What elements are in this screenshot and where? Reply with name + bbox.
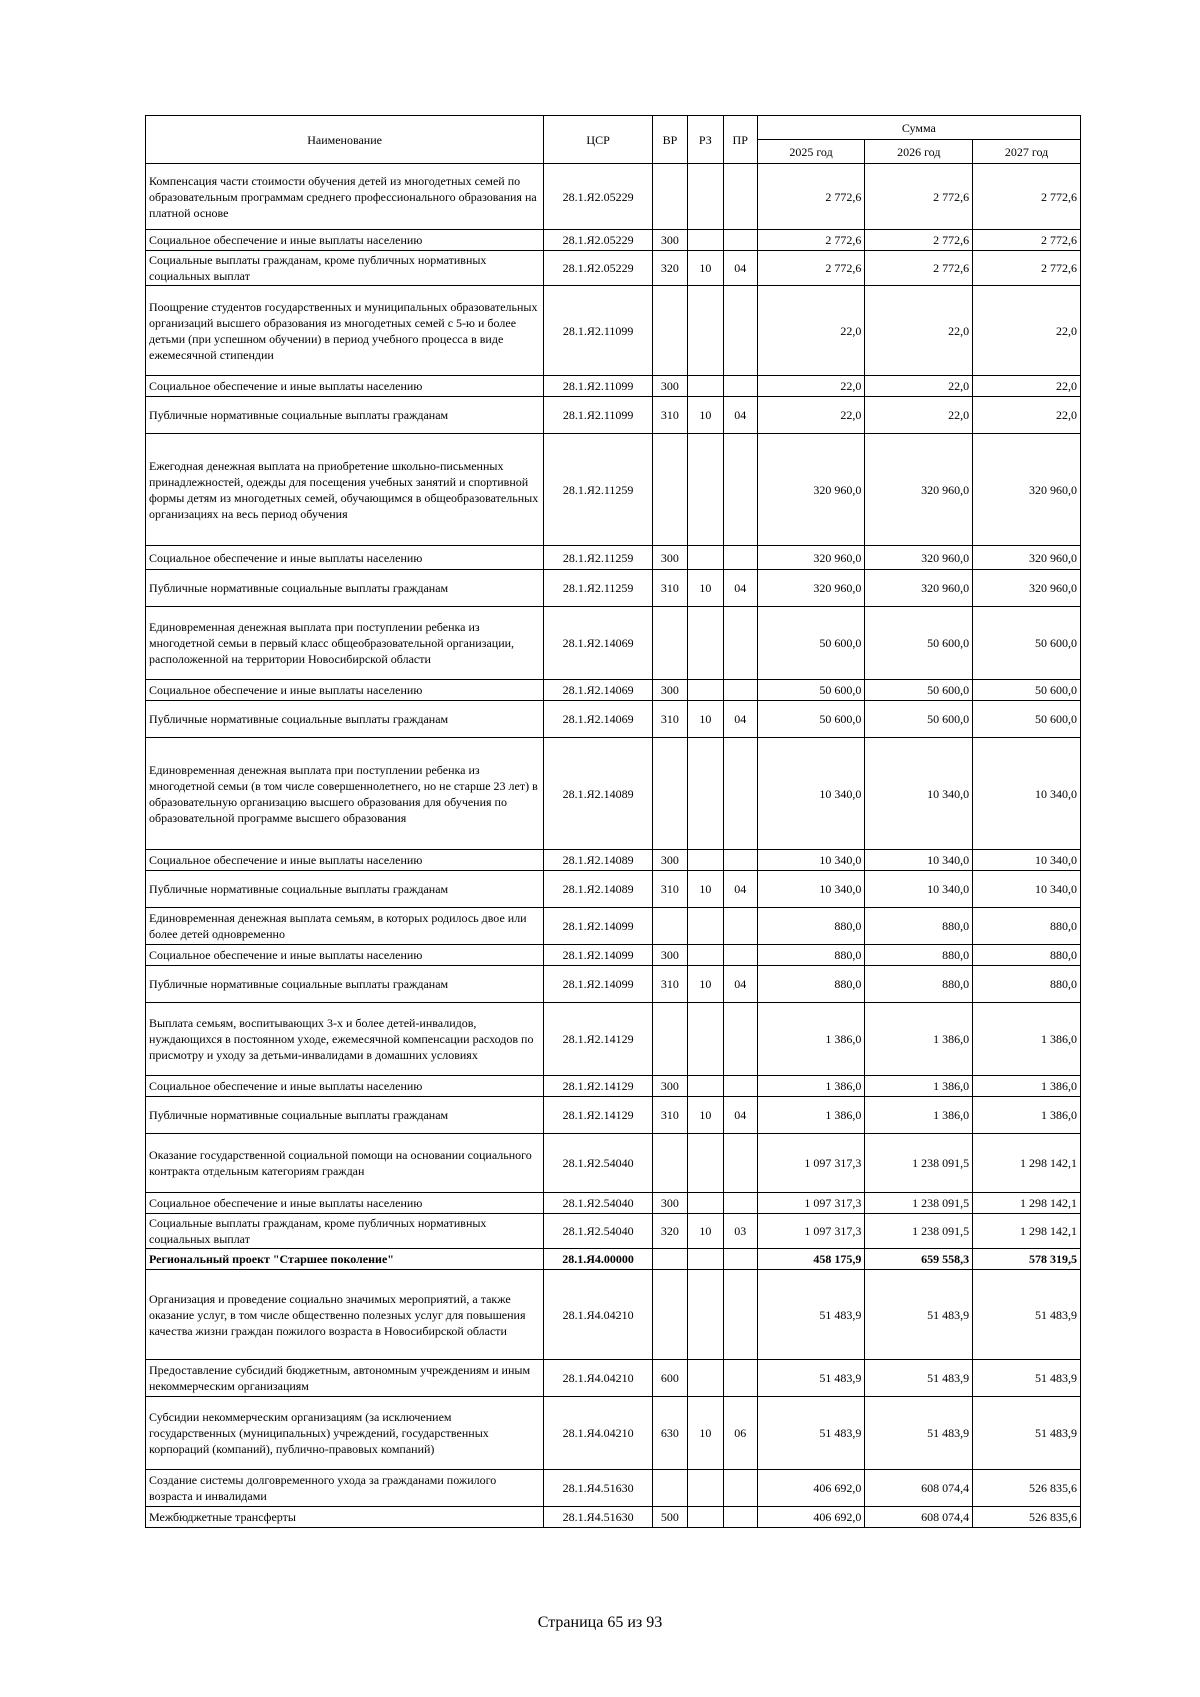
cell-2027: 526 835,6: [973, 1470, 1081, 1507]
cell-pr: [723, 1076, 757, 1097]
header-year-2025: 2025 год: [757, 140, 865, 164]
cell-2027: 50 600,0: [973, 680, 1081, 701]
header-name: Наименование: [146, 116, 544, 164]
cell-2027: 1 386,0: [973, 1003, 1081, 1076]
cell-rz: [687, 908, 723, 945]
table-row: [146, 908, 1081, 945]
cell-rz: [687, 376, 723, 397]
cell-2026: 2 772,6: [865, 164, 973, 230]
header-csr: ЦСР: [544, 116, 653, 164]
page-number: Страница 65 из 93: [537, 1614, 663, 1631]
table-row: [146, 434, 1081, 546]
cell-vr: 310: [652, 570, 687, 607]
cell-pr: [723, 1507, 757, 1528]
cell-name: Публичные нормативные социальные выплаты гражданам: [146, 701, 544, 738]
cell-rz: 10: [687, 1214, 723, 1249]
cell-csr: 28.1.Я2.05229: [544, 164, 653, 230]
table-row: [146, 680, 1081, 701]
cell-rz: 10: [687, 251, 723, 286]
cell-csr: 28.1.Я2.14129: [544, 1076, 653, 1097]
cell-name: Социальное обеспечение и иные выплаты населению: [146, 945, 544, 966]
cell-2027: 1 298 142,1: [973, 1214, 1081, 1249]
cell-csr: 28.1.Я2.11259: [544, 434, 653, 546]
table-row: [146, 546, 1081, 570]
cell-2025: 1 097 317,3: [757, 1134, 865, 1193]
cell-name: Социальное обеспечение и иные выплаты населению: [146, 680, 544, 701]
table-row: [146, 164, 1081, 230]
cell-rz: [687, 850, 723, 871]
cell-2025: 10 340,0: [757, 871, 865, 908]
cell-pr: 04: [723, 397, 757, 434]
cell-pr: [723, 680, 757, 701]
cell-name: Публичные нормативные социальные выплаты гражданам: [146, 966, 544, 1003]
cell-2025: 50 600,0: [757, 701, 865, 738]
cell-2026: 51 483,9: [865, 1397, 973, 1470]
cell-pr: 03: [723, 1214, 757, 1249]
cell-name: Социальное обеспечение и иные выплаты населению: [146, 1076, 544, 1097]
cell-csr: 28.1.Я4.04210: [544, 1270, 653, 1360]
cell-rz: [687, 1360, 723, 1397]
cell-2027: 10 340,0: [973, 850, 1081, 871]
cell-2027: 2 772,6: [973, 230, 1081, 251]
cell-name: Социальные выплаты гражданам, кроме публичных нормативных социальных выплат: [146, 1214, 544, 1249]
cell-rz: 10: [687, 1097, 723, 1134]
table-row: [146, 1249, 1081, 1270]
cell-csr: 28.1.Я2.14089: [544, 738, 653, 850]
table-row: [146, 1507, 1081, 1528]
cell-2027: 880,0: [973, 945, 1081, 966]
table-row: [146, 376, 1081, 397]
cell-2026: 659 558,3: [865, 1249, 973, 1270]
cell-2025: 406 692,0: [757, 1470, 865, 1507]
cell-vr: 630: [652, 1397, 687, 1470]
cell-2025: 51 483,9: [757, 1360, 865, 1397]
cell-rz: [687, 286, 723, 376]
cell-pr: [723, 945, 757, 966]
cell-vr: [652, 738, 687, 850]
cell-csr: 28.1.Я2.05229: [544, 230, 653, 251]
cell-pr: [723, 850, 757, 871]
cell-2025: 22,0: [757, 286, 865, 376]
cell-2026: 51 483,9: [865, 1360, 973, 1397]
cell-rz: 10: [687, 701, 723, 738]
cell-vr: 310: [652, 397, 687, 434]
cell-2026: 2 772,6: [865, 230, 973, 251]
cell-vr: 310: [652, 871, 687, 908]
cell-name: Публичные нормативные социальные выплаты гражданам: [146, 871, 544, 908]
cell-2027: 10 340,0: [973, 871, 1081, 908]
cell-pr: 04: [723, 871, 757, 908]
table-row: [146, 251, 1081, 286]
cell-pr: [723, 1249, 757, 1270]
cell-name: Региональный проект "Старшее поколение": [146, 1249, 544, 1270]
header-rz: РЗ: [687, 116, 723, 164]
cell-vr: 300: [652, 376, 687, 397]
cell-2027: 22,0: [973, 397, 1081, 434]
cell-csr: 28.1.Я4.51630: [544, 1507, 653, 1528]
cell-2025: 880,0: [757, 945, 865, 966]
cell-2025: 880,0: [757, 966, 865, 1003]
cell-rz: [687, 1507, 723, 1528]
cell-rz: [687, 1193, 723, 1214]
cell-vr: [652, 1249, 687, 1270]
cell-2026: 880,0: [865, 966, 973, 1003]
cell-name: Оказание государственной социальной помощи на основании социального контракта отдельным категориям граждан: [146, 1134, 544, 1193]
cell-csr: 28.1.Я2.14089: [544, 871, 653, 908]
cell-rz: 10: [687, 966, 723, 1003]
cell-vr: 300: [652, 546, 687, 570]
cell-pr: [723, 164, 757, 230]
cell-vr: [652, 1003, 687, 1076]
budget-table: [145, 115, 1081, 1528]
cell-rz: [687, 1249, 723, 1270]
cell-2025: 2 772,6: [757, 164, 865, 230]
cell-2025: 1 386,0: [757, 1003, 865, 1076]
cell-2025: 320 960,0: [757, 434, 865, 546]
table-row: [146, 945, 1081, 966]
cell-2027: 1 386,0: [973, 1097, 1081, 1134]
cell-2027: 50 600,0: [973, 701, 1081, 738]
cell-vr: [652, 164, 687, 230]
cell-pr: 04: [723, 1097, 757, 1134]
cell-csr: 28.1.Я2.11099: [544, 376, 653, 397]
cell-rz: 10: [687, 397, 723, 434]
cell-name: Выплата семьям, воспитывающих 3-х и более детей-инвалидов, нуждающихся в постоянном уходе, ежемесячной компенсации расходов по присмотру и уходу за детьми-инвалидами в домашних условиях: [146, 1003, 544, 1076]
cell-2026: 22,0: [865, 397, 973, 434]
cell-pr: [723, 1134, 757, 1193]
cell-2025: 880,0: [757, 908, 865, 945]
cell-2026: 50 600,0: [865, 607, 973, 680]
cell-pr: [723, 607, 757, 680]
cell-csr: 28.1.Я2.11259: [544, 570, 653, 607]
header-year-2027: 2027 год: [973, 140, 1081, 164]
cell-2026: 10 340,0: [865, 871, 973, 908]
cell-pr: [723, 286, 757, 376]
cell-2026: 608 074,4: [865, 1507, 973, 1528]
cell-2027: 320 960,0: [973, 434, 1081, 546]
cell-name: Межбюджетные трансферты: [146, 1507, 544, 1528]
cell-pr: 04: [723, 251, 757, 286]
cell-pr: [723, 230, 757, 251]
cell-vr: 320: [652, 1214, 687, 1249]
cell-2026: 10 340,0: [865, 850, 973, 871]
cell-name: Единовременная денежная выплата при поступлении ребенка из многодетной семьи в первый класс общеобразовательной организации, расположенной на территории Новосибирской области: [146, 607, 544, 680]
cell-csr: 28.1.Я2.14099: [544, 945, 653, 966]
cell-2027: 1 298 142,1: [973, 1193, 1081, 1214]
cell-rz: 10: [687, 871, 723, 908]
table-row: [146, 1360, 1081, 1397]
table-row: [146, 1097, 1081, 1134]
cell-vr: [652, 434, 687, 546]
table-row: [146, 850, 1081, 871]
cell-rz: [687, 607, 723, 680]
cell-vr: 300: [652, 945, 687, 966]
cell-2027: 10 340,0: [973, 738, 1081, 850]
cell-rz: [687, 1076, 723, 1097]
cell-2027: 880,0: [973, 966, 1081, 1003]
table-row: [146, 397, 1081, 434]
table-row: [146, 1470, 1081, 1507]
table-row: [146, 738, 1081, 850]
table-row: [146, 1397, 1081, 1470]
cell-pr: [723, 376, 757, 397]
cell-rz: [687, 1134, 723, 1193]
cell-rz: [687, 680, 723, 701]
cell-2026: 1 386,0: [865, 1097, 973, 1134]
cell-csr: 28.1.Я2.54040: [544, 1193, 653, 1214]
cell-2027: 2 772,6: [973, 164, 1081, 230]
cell-2025: 1 386,0: [757, 1076, 865, 1097]
cell-rz: [687, 1270, 723, 1360]
cell-2027: 526 835,6: [973, 1507, 1081, 1528]
cell-csr: 28.1.Я2.14069: [544, 607, 653, 680]
cell-rz: [687, 1003, 723, 1076]
cell-2026: 50 600,0: [865, 680, 973, 701]
cell-2026: 2 772,6: [865, 251, 973, 286]
cell-2026: 50 600,0: [865, 701, 973, 738]
cell-pr: [723, 1270, 757, 1360]
cell-2026: 10 340,0: [865, 738, 973, 850]
cell-rz: [687, 164, 723, 230]
cell-name: Единовременная денежная выплата семьям, в которых родилось двое или более детей одновременно: [146, 908, 544, 945]
cell-csr: 28.1.Я2.14099: [544, 966, 653, 1003]
cell-vr: [652, 1470, 687, 1507]
cell-2026: 1 238 091,5: [865, 1193, 973, 1214]
cell-csr: 28.1.Я2.14099: [544, 908, 653, 945]
header-vr: ВР: [652, 116, 687, 164]
cell-name: Поощрение студентов государственных и муниципальных образовательных организаций высшего образования из многодетных семей с 5-ю и более детьми (при успешном обучении) в период учебного процесса в виде ежемесячной стипендии: [146, 286, 544, 376]
cell-2027: 880,0: [973, 908, 1081, 945]
cell-pr: [723, 908, 757, 945]
cell-vr: 310: [652, 966, 687, 1003]
cell-2026: 1 386,0: [865, 1076, 973, 1097]
cell-2027: 22,0: [973, 286, 1081, 376]
cell-name: Публичные нормативные социальные выплаты гражданам: [146, 397, 544, 434]
cell-2026: 880,0: [865, 945, 973, 966]
table-body: [146, 164, 1081, 1528]
cell-rz: 10: [687, 1397, 723, 1470]
cell-pr: [723, 1003, 757, 1076]
cell-name: Социальное обеспечение и иные выплаты населению: [146, 230, 544, 251]
cell-2026: 608 074,4: [865, 1470, 973, 1507]
cell-2026: 22,0: [865, 376, 973, 397]
table-row: [146, 1193, 1081, 1214]
cell-2026: 320 960,0: [865, 434, 973, 546]
cell-csr: 28.1.Я2.14089: [544, 850, 653, 871]
cell-csr: 28.1.Я2.05229: [544, 251, 653, 286]
table-row: [146, 1270, 1081, 1360]
cell-name: Организация и проведение социально значимых мероприятий, а также оказание услуг, в том числе общественно полезных услуг для повышения качества жизни граждан пожилого возраста в Новосибирской области: [146, 1270, 544, 1360]
table-row: [146, 701, 1081, 738]
cell-vr: 310: [652, 1097, 687, 1134]
cell-rz: [687, 945, 723, 966]
cell-2026: 51 483,9: [865, 1270, 973, 1360]
cell-pr: [723, 434, 757, 546]
cell-rz: [687, 546, 723, 570]
cell-csr: 28.1.Я2.11099: [544, 286, 653, 376]
cell-2027: 578 319,5: [973, 1249, 1081, 1270]
table-row: [146, 871, 1081, 908]
cell-vr: [652, 1134, 687, 1193]
cell-csr: 28.1.Я4.04210: [544, 1360, 653, 1397]
table-row: [146, 286, 1081, 376]
cell-2025: 50 600,0: [757, 607, 865, 680]
cell-2027: 320 960,0: [973, 546, 1081, 570]
cell-2026: 320 960,0: [865, 570, 973, 607]
cell-name: Ежегодная денежная выплата на приобретение школьно-письменных принадлежностей, одежды для посещения учебных занятий и спортивной формы детям из многодетных семей, обучающимся в общеобразовательных организациях на весь период обучения: [146, 434, 544, 546]
cell-csr: 28.1.Я2.11099: [544, 397, 653, 434]
cell-vr: 500: [652, 1507, 687, 1528]
cell-csr: 28.1.Я2.11259: [544, 546, 653, 570]
cell-name: Компенсация части стоимости обучения детей из многодетных семей по образовательным программам среднего профессионального образования на платной основе: [146, 164, 544, 230]
cell-2025: 51 483,9: [757, 1270, 865, 1360]
cell-2027: 22,0: [973, 376, 1081, 397]
cell-pr: [723, 546, 757, 570]
cell-2025: 22,0: [757, 397, 865, 434]
cell-rz: [687, 738, 723, 850]
cell-pr: 04: [723, 701, 757, 738]
cell-vr: 300: [652, 850, 687, 871]
cell-csr: 28.1.Я2.14129: [544, 1097, 653, 1134]
header-sum: Сумма: [757, 116, 1080, 140]
cell-csr: 28.1.Я2.54040: [544, 1214, 653, 1249]
cell-pr: [723, 1193, 757, 1214]
cell-name: Единовременная денежная выплата при поступлении ребенка из многодетной семьи (в том числе совершеннолетнего, но не старше 23 лет) в образовательную организацию высшего образования для обучения по образовательной программе высшего образования: [146, 738, 544, 850]
cell-pr: 04: [723, 966, 757, 1003]
table-row: [146, 1003, 1081, 1076]
table-row: [146, 570, 1081, 607]
cell-2027: 1 298 142,1: [973, 1134, 1081, 1193]
cell-2026: 22,0: [865, 286, 973, 376]
cell-name: Предоставление субсидий бюджетным, автономным учреждениям и иным некоммерческим организациям: [146, 1360, 544, 1397]
table-header: [146, 116, 1081, 164]
cell-pr: [723, 1470, 757, 1507]
cell-csr: 28.1.Я4.04210: [544, 1397, 653, 1470]
cell-2027: 51 483,9: [973, 1270, 1081, 1360]
cell-name: Субсидии некоммерческим организациям (за исключением государственных (муниципальных) учреждений, государственных корпораций (компаний), публично-правовых компаний): [146, 1397, 544, 1470]
cell-vr: 300: [652, 1076, 687, 1097]
cell-2027: 2 772,6: [973, 251, 1081, 286]
cell-2026: 880,0: [865, 908, 973, 945]
cell-name: Социальное обеспечение и иные выплаты населению: [146, 546, 544, 570]
cell-name: Социальное обеспечение и иные выплаты населению: [146, 1193, 544, 1214]
cell-2025: 458 175,9: [757, 1249, 865, 1270]
cell-2026: 1 238 091,5: [865, 1134, 973, 1193]
cell-name: Социальные выплаты гражданам, кроме публичных нормативных социальных выплат: [146, 251, 544, 286]
cell-2025: 50 600,0: [757, 680, 865, 701]
cell-pr: 06: [723, 1397, 757, 1470]
header-pr: ПР: [723, 116, 757, 164]
cell-name: Создание системы долговременного ухода за гражданами пожилого возраста и инвалидами: [146, 1470, 544, 1507]
cell-2027: 1 386,0: [973, 1076, 1081, 1097]
cell-vr: 310: [652, 701, 687, 738]
cell-2025: 2 772,6: [757, 230, 865, 251]
cell-vr: [652, 908, 687, 945]
cell-pr: 04: [723, 570, 757, 607]
table-row: [146, 1214, 1081, 1249]
cell-pr: [723, 738, 757, 850]
cell-vr: [652, 1270, 687, 1360]
cell-2025: 406 692,0: [757, 1507, 865, 1528]
cell-2025: 1 097 317,3: [757, 1193, 865, 1214]
cell-csr: 28.1.Я2.14129: [544, 1003, 653, 1076]
cell-2025: 2 772,6: [757, 251, 865, 286]
cell-vr: [652, 286, 687, 376]
cell-csr: 28.1.Я2.54040: [544, 1134, 653, 1193]
cell-vr: 300: [652, 1193, 687, 1214]
cell-2027: 51 483,9: [973, 1360, 1081, 1397]
cell-2026: 320 960,0: [865, 546, 973, 570]
cell-2025: 22,0: [757, 376, 865, 397]
cell-rz: [687, 1470, 723, 1507]
table-row: [146, 1076, 1081, 1097]
cell-csr: 28.1.Я4.51630: [544, 1470, 653, 1507]
cell-csr: 28.1.Я4.00000: [544, 1249, 653, 1270]
header-year-2026: 2026 год: [865, 140, 973, 164]
cell-2025: 1 097 317,3: [757, 1214, 865, 1249]
cell-2025: 10 340,0: [757, 738, 865, 850]
cell-name: Социальное обеспечение и иные выплаты населению: [146, 850, 544, 871]
cell-vr: [652, 607, 687, 680]
table-row: [146, 966, 1081, 1003]
cell-vr: 300: [652, 230, 687, 251]
cell-name: Публичные нормативные социальные выплаты гражданам: [146, 1097, 544, 1134]
cell-2025: 51 483,9: [757, 1397, 865, 1470]
cell-vr: 320: [652, 251, 687, 286]
cell-pr: [723, 1360, 757, 1397]
cell-2025: 320 960,0: [757, 546, 865, 570]
cell-2027: 51 483,9: [973, 1397, 1081, 1470]
cell-rz: [687, 230, 723, 251]
cell-2025: 320 960,0: [757, 570, 865, 607]
cell-rz: [687, 434, 723, 546]
cell-name: Социальное обеспечение и иные выплаты населению: [146, 376, 544, 397]
table-row: [146, 230, 1081, 251]
table-row: [146, 1134, 1081, 1193]
cell-vr: 600: [652, 1360, 687, 1397]
cell-2027: 320 960,0: [973, 570, 1081, 607]
cell-name: Публичные нормативные социальные выплаты гражданам: [146, 570, 544, 607]
cell-2025: 1 386,0: [757, 1097, 865, 1134]
cell-csr: 28.1.Я2.14069: [544, 701, 653, 738]
table-row: [146, 607, 1081, 680]
cell-rz: 10: [687, 570, 723, 607]
cell-2026: 1 238 091,5: [865, 1214, 973, 1249]
cell-2026: 1 386,0: [865, 1003, 973, 1076]
cell-2027: 50 600,0: [973, 607, 1081, 680]
cell-2025: 10 340,0: [757, 850, 865, 871]
cell-vr: 300: [652, 680, 687, 701]
cell-csr: 28.1.Я2.14069: [544, 680, 653, 701]
